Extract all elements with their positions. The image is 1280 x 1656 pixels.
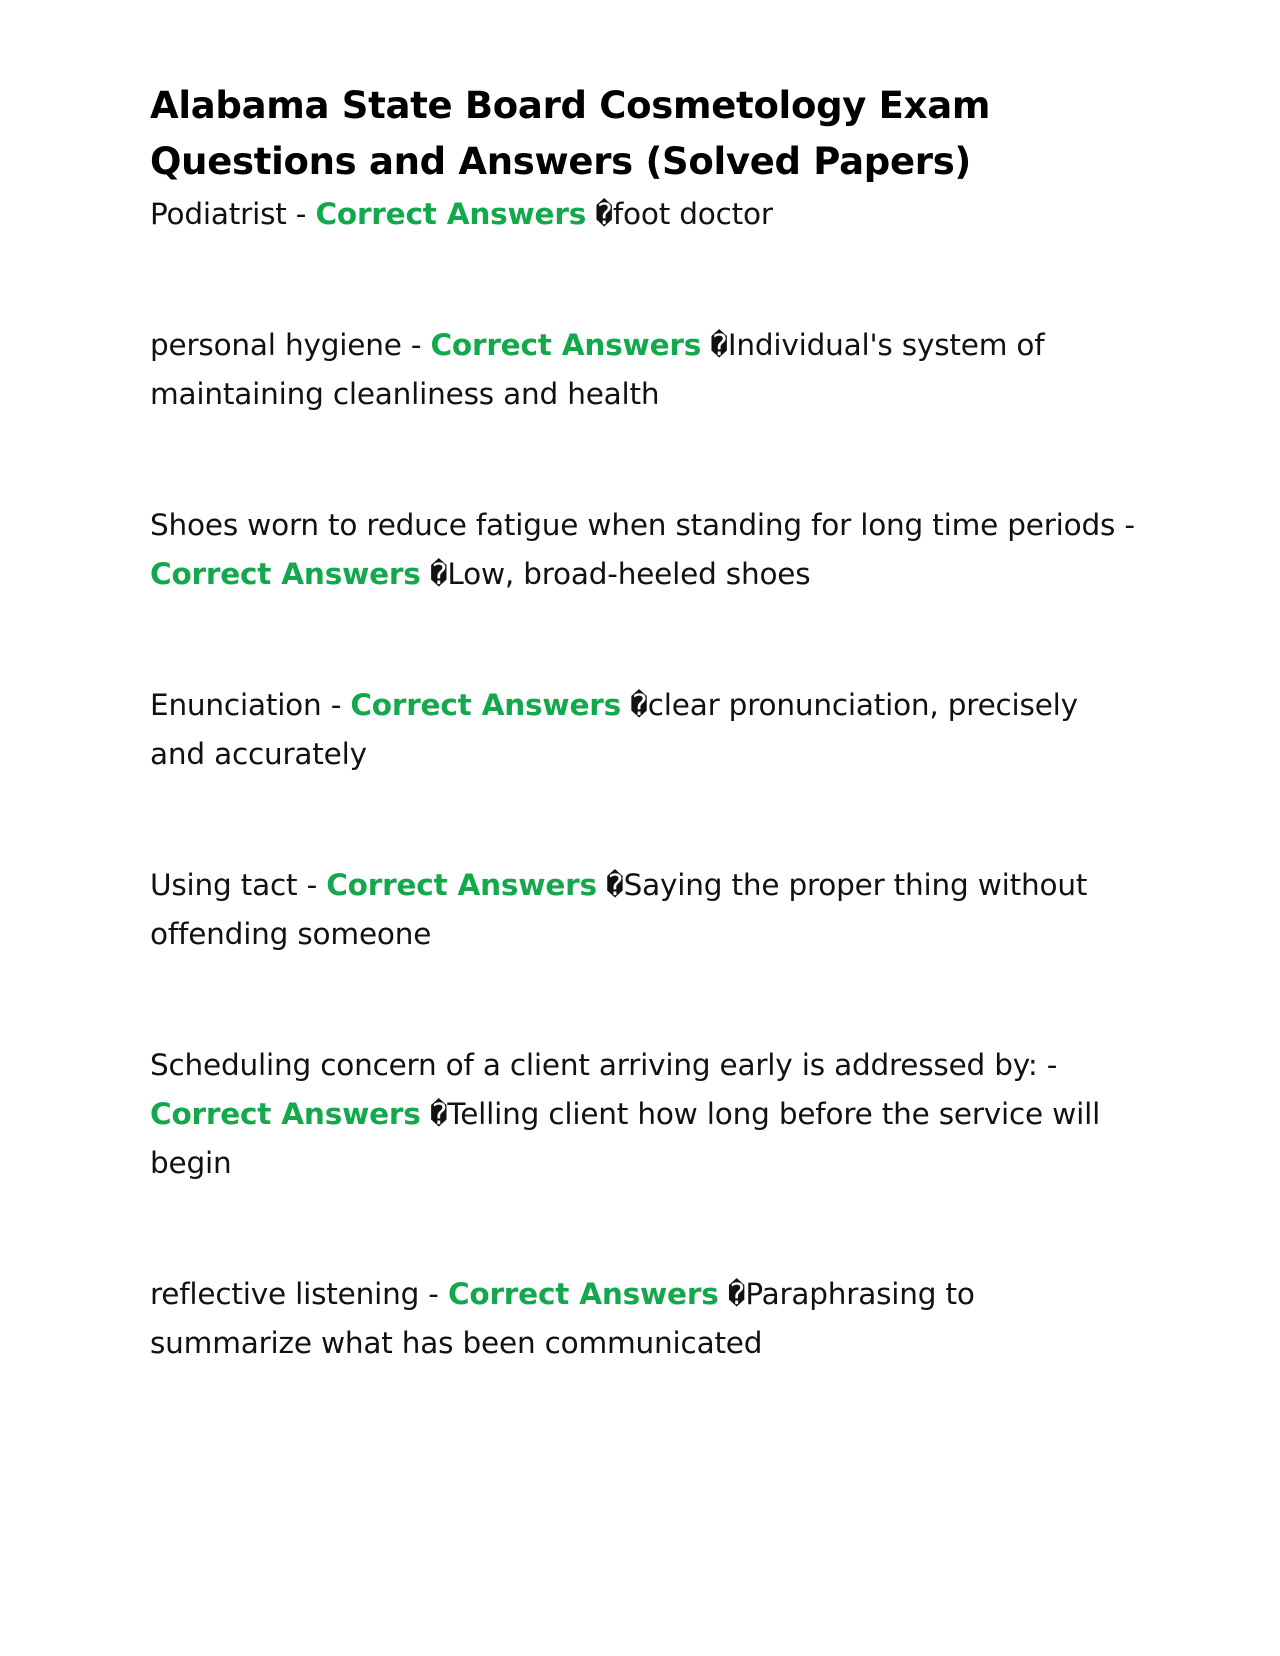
qa-item (150, 501, 1140, 599)
answer-text: Saying the proper thing without offending someone (150, 868, 1088, 951)
qa-item (150, 1041, 1140, 1188)
missing-glyph-icon: � (630, 688, 648, 722)
separator: - (321, 688, 351, 722)
answer-text: Telling client how long before the service will begin (150, 1097, 1101, 1180)
question-text: Shoes worn to reduce fatigue when standing for long time periods (150, 508, 1116, 542)
separator: - (297, 868, 327, 902)
missing-glyph-icon: � (595, 197, 613, 231)
question-text: personal hygiene (150, 328, 402, 362)
answer-text: clear pronunciation, precisely and accurately (150, 688, 1078, 771)
correct-answers-label: Correct Answers (150, 1097, 421, 1131)
qa-item (150, 861, 1140, 959)
question-text: Scheduling concern of a client arriving early is addressed by: (150, 1048, 1038, 1082)
document-page (150, 78, 1140, 1450)
question-text: Using tact (150, 868, 298, 902)
correct-answers-label: Correct Answers (430, 328, 702, 362)
missing-glyph-icon: � (727, 1277, 746, 1311)
separator: - (286, 197, 316, 231)
answer-text: Low, broad-heeled shoes (447, 557, 811, 591)
missing-glyph-icon: � (606, 868, 624, 902)
separator: - (419, 1277, 448, 1311)
qa-item (150, 190, 1140, 239)
separator: - (401, 328, 431, 362)
question-text: reflective listening (150, 1277, 420, 1311)
qa-item (150, 681, 1140, 779)
missing-glyph-icon: � (710, 328, 728, 362)
qa-item (150, 321, 1140, 419)
missing-glyph-icon: � (429, 557, 448, 591)
question-text: Podiatrist (150, 197, 287, 231)
document-title: Alabama State Board Cosmetology Exam Questions and Answers (Solved Papers) (150, 84, 991, 183)
separator: - (1115, 508, 1135, 542)
correct-answers-label: Correct Answers (326, 868, 597, 902)
answer-text: foot doctor (612, 197, 773, 231)
question-text: Enunciation (150, 688, 322, 722)
qa-item (150, 1270, 1140, 1368)
correct-answers-label: Correct Answers (315, 197, 587, 231)
correct-answers-label: Correct Answers (350, 688, 621, 722)
missing-glyph-icon: � (429, 1097, 448, 1131)
answer-text: Paraphrasing to summarize what has been communicated (150, 1277, 975, 1360)
answer-text: Individual's system of maintaining cleanliness and health (150, 328, 1045, 411)
separator: - (1037, 1048, 1058, 1082)
correct-answers-label: Correct Answers (447, 1277, 719, 1311)
correct-answers-label: Correct Answers (150, 557, 421, 591)
